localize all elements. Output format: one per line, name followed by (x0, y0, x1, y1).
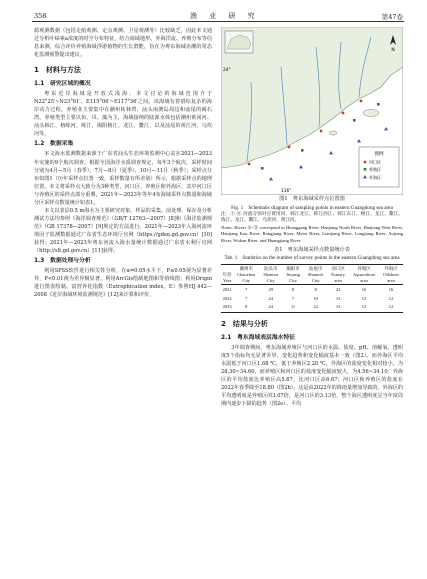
svg-text:N: N (391, 48, 395, 53)
table-cell: 8 (233, 303, 259, 312)
page-number: 358 (34, 12, 47, 20)
table-cell: 13 (335, 295, 341, 301)
section-2-1-paragraph: 3年调查期间，粤东海域养殖区与河口区的水温、盐度、pH、溶解氧、透明度5个指标均无显著差异，变化趋势和变化幅度基本一致（图2）。而外海区平均水温低于河口区1.68 ℃，低于养殖区2.20 ℃。外海区的盐度变化相对较小，为28.30~34.60，而养殖区和河口区的盐度变化幅度较大，为4.56~34.10；外海区的平均盐度比养殖区高5.67，比河口区高6.67；河口区和养殖区的盐度在2022年春季降至18.80（图2b）。这是由2022年的降雨量增加导致的。外海区的平均透明度是养殖区的3.07倍，是河口区的3.13倍，整个海区透明度呈当年度周期内逐步下降的趋势（图2e）。平均 (221, 344, 403, 407)
table-cell: 2021 (222, 286, 232, 292)
island (363, 110, 379, 117)
table-cell: 11 (282, 303, 304, 312)
longitude-label: 116° (281, 189, 292, 194)
table-header-cell: 外海区 Offshore area (379, 265, 403, 285)
table-cell: 16 (388, 286, 394, 292)
table-cell: 12 (349, 303, 379, 312)
legend-item-offshore: 外海区 (369, 175, 381, 180)
table-cell: 7 (245, 286, 248, 292)
table-cell: 2023 (221, 303, 233, 312)
header-rule (32, 21, 404, 22)
table-cell: 22 (304, 303, 327, 312)
section-1-heading: 1 材料与方法 (34, 66, 81, 75)
table-cell: 8 (291, 286, 295, 292)
aquaculture-point (377, 103, 380, 106)
section-1-2-heading: 1.2 数据采集 (34, 141, 74, 148)
estuary-point (342, 112, 345, 115)
figure-caption-zh: 图1 粤东海域采样点位置图 (279, 196, 345, 202)
table-header-cell: 河口区 Estuary area (327, 265, 349, 285)
estuary-point (248, 163, 251, 166)
table-cell: 24 (259, 303, 282, 312)
sampling-map (221, 27, 403, 195)
table-header-cell: 年份 Year (221, 265, 233, 285)
table-header-row (221, 265, 403, 285)
table-title-zh: 表1 粤东海域采样点数量统计表 (274, 246, 350, 253)
table-cell: 24 (268, 295, 274, 301)
aquaculture-point (353, 119, 356, 122)
left-column (34, 27, 212, 299)
sampling-count-table (221, 264, 403, 312)
table-header-cell: 潮州市 Chaozhou City (233, 265, 259, 285)
right-column (221, 27, 403, 408)
aquaculture-point (301, 149, 304, 152)
section-2-heading: 2 结果与分析 (221, 319, 268, 328)
section-1-3-paragraph: 利用SPSS软件进行相关性分析，在α=0.05水平下，P≤0.05视为显著差异，P<0.01视为差异极显著。利用ArcGis绘制地图和等值线图；利用Origin进行图表绘制。富营养化指数（Eutrophication index，E）参照HJ 442—2008《近岸海域环境监测规范》[12]来计算和评价。 (34, 268, 212, 299)
volume-label: 第47卷 (381, 13, 403, 21)
table-cell: 12 (379, 303, 403, 312)
table-cell: 2022 (222, 295, 232, 301)
journal-title: 渔 业 研 究 (190, 12, 260, 20)
estuary-point (360, 100, 363, 103)
section-1-2-paragraph-2: 本文以表层0.5 m海水为主要研究对象。样品的采集、前处理、保存及分析测试方法均参照《海洋调查规范》（GB/T 12763—2007）[8]和《海洋监测规范》（GB 17378—2007）[9]规定的方法进行。2021年—2023年入海河流环境因子监测数据通过广东省生态环境厅官网（https://gdee.gd.gov.cn）[10]获得；2021年—2023年粤东河流入海水量统计数据通过广东省水利厅官网（http://slt.gd.gov.cn）[11]获得。 (34, 207, 212, 255)
legend-item-aquaculture: 养殖区 (369, 167, 381, 172)
section-2-1-heading: 2.1 粤东海域表层海水特征 (221, 334, 296, 341)
table-cell: 8 (314, 286, 317, 292)
estuary-point (288, 146, 291, 149)
sampling-map-figure (221, 27, 403, 195)
table-title-en: Tab. 1 Statistics on the number of survey points in the eastern Guangdong sea area (224, 255, 400, 262)
table-cell: 16 (361, 286, 367, 292)
estuary-point (320, 130, 323, 133)
intro-paragraph: 源观测数据（包括走航观测、定点观测、卫星观测等）比较缺乏，因此本文通过分析叶绿素a浓度的时空分布特征，结合海域地形、外海洋流、养殖分布等信息来测，综合评价养殖海域浮游植物的生长潜能，旨在为粤东海域赤潮的常态化监测预警提出建议。 (34, 28, 212, 59)
table-row (221, 285, 403, 294)
island (329, 131, 337, 135)
table-header-cell: 养殖区 Aquaculture area (349, 265, 379, 285)
table-cell: 7 (291, 295, 295, 301)
table-cell: 12 (388, 295, 394, 301)
table-row (221, 303, 403, 312)
table-row (221, 294, 403, 303)
table-header-cell: 揭阳市 Jieyang City (282, 265, 304, 285)
table-header-cell: 汕头市 Shantou City (259, 265, 282, 285)
table-cell: 7 (245, 295, 248, 301)
table-cell: 19 (313, 295, 318, 301)
table-cell: 29 (268, 286, 274, 292)
aquaculture-point (261, 167, 264, 170)
section-1-1-paragraph: 粤东近岸海域是开放式浅海，本文讨论的海域范围介于N22°25′~N23°61′、E115°06′~E117°36′之间。该海域有着错综复杂的海岸动力过程，养殖业主要集中在潮州柘林湾、汕头南澳岛周边和汕尾的碣石湾，养殖类型主要以鱼、贝、藻为主，海域接纳的陆源水体包括潮州黄冈河、汕头韩江、榕练河、练江，揭阳榕江、龙江、鳌江，以及汕尾的黄江河、乌坎河等。 (34, 91, 212, 138)
table-header-cell: 汕尾市 Shanwei City (304, 265, 327, 285)
section-1-2-paragraph: 本文海水监测数据来源于广东省汕头生态环境监测中心站在2021—2023年实施的9个航次调查。根据全国海洋水质调查规定，每年3个航次，采样时间分别为4月—5月（春季）、7月—8月（夏季）、10月—11月（秋季）；采样点分布如图1（历年采样点位置一致，采样数量有所差别）所示，根据采样点的地理位置，本文将采样点大致分为3种类型，河口区、养殖区和外海区，其中河口区与养殖区的采样点部分重叠，2021年—2023年等年4布海域采样点数量和海域分区采样点数量统计如表1。 (34, 151, 212, 206)
figure-note-zh: 注：①-⑪ 河流分别对应黄冈河、韩江北江、韩江西江、韩江东江、榕江、龙江、鳌江、练江、龙江、鳌江、乌坎河、黄江河。 (221, 211, 403, 224)
legend-title: 图例 (374, 152, 384, 157)
latitude-label: 24° (223, 68, 231, 73)
table-cell: 23 (335, 286, 341, 292)
section-1-1-heading: 1.1 研究区域的概况 (34, 81, 91, 88)
legend-item-estuary: 河口区 (369, 159, 381, 165)
table-cell: 13 (327, 303, 349, 312)
figure-note-en: Notes: Rivers ①-⑪ correspond to Huanggang River, Hanjiang North River, Hanjiang West River, Hanjiang East River, Rongjiang River, Meixi River, Lianjiang River, Longjiang River, Aojiang River, Wukan River, and Huangjiang River. (221, 225, 403, 243)
section-1-3-heading: 1.3 数据处理与分析 (34, 258, 91, 265)
figure-caption-en: Fig. 1 Schematic diagram of sampling points in eastern Guangdong sea area (231, 204, 393, 211)
table-cell: 12 (361, 295, 367, 301)
